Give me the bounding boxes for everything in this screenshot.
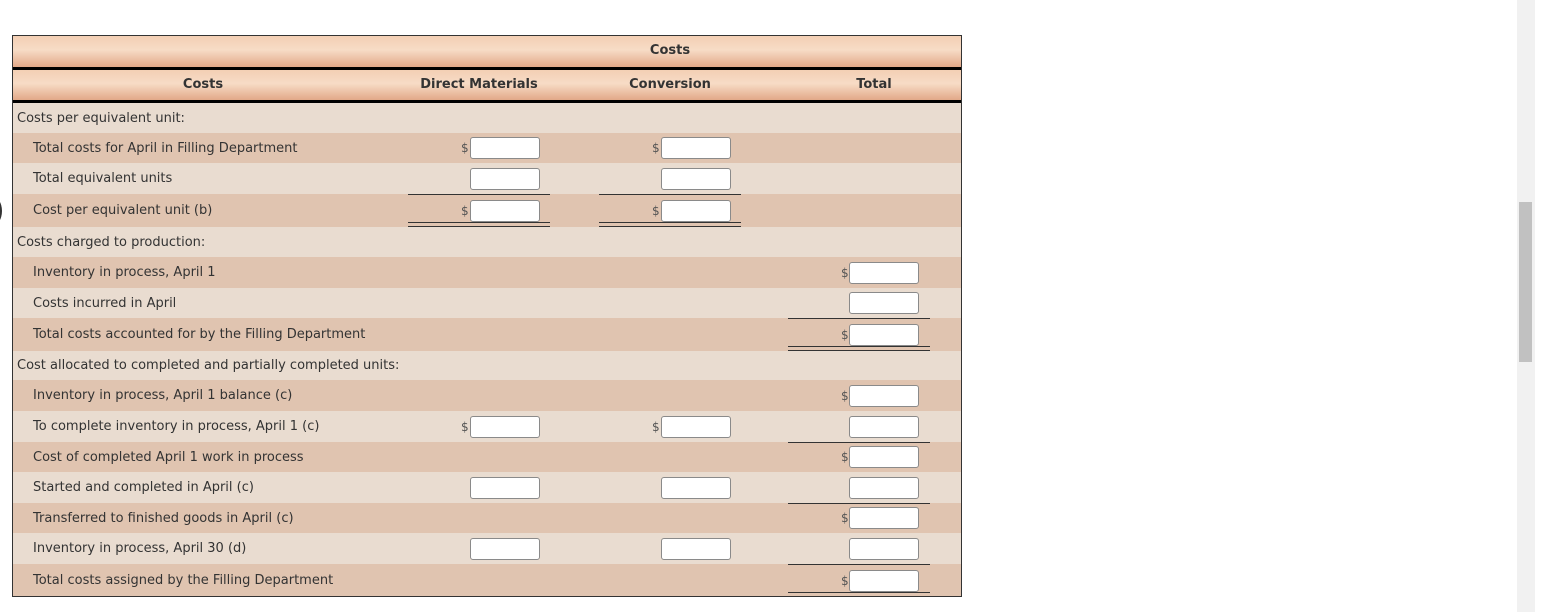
row-label: Transferred to finished goods in April (c) — [33, 510, 294, 526]
table-row — [13, 194, 961, 227]
total-cell — [788, 411, 930, 442]
dollar-sign: $ — [461, 419, 469, 434]
table-row — [13, 380, 961, 411]
total-costs-conversion-input[interactable] — [661, 137, 731, 159]
total-cell — [788, 288, 930, 318]
total-cell — [788, 380, 930, 411]
vertical-scrollbar[interactable] — [1517, 0, 1535, 612]
table-body — [13, 103, 961, 597]
direct-materials-cell — [408, 472, 550, 503]
row-label: Total costs accounted for by the Filling Department — [33, 327, 366, 342]
transferred-finished-goods-input[interactable] — [849, 507, 919, 529]
inventory-april-1-total-input[interactable] — [849, 262, 919, 284]
table-row — [13, 163, 961, 194]
sum-rule — [788, 442, 930, 443]
row-label: Cost per equivalent unit (b) — [33, 203, 213, 218]
conversion-cell — [599, 472, 741, 503]
equivalent-units-dm-input[interactable] — [470, 168, 540, 190]
direct-materials-cell — [408, 133, 550, 163]
total-cell — [788, 472, 930, 503]
total-column-header: Total — [856, 77, 892, 92]
direct-materials-cell — [408, 411, 550, 442]
table-row — [13, 318, 961, 351]
to-complete-conversion-input[interactable] — [661, 416, 731, 438]
equivalent-units-conversion-input[interactable] — [661, 168, 731, 190]
scrollbar-thumb[interactable] — [1519, 202, 1532, 362]
direct-materials-column-header: Direct Materials — [420, 77, 538, 92]
inventory-april-1-balance-input[interactable] — [849, 385, 919, 407]
total-cell — [788, 503, 930, 533]
dollar-sign: $ — [652, 203, 660, 218]
dollar-sign: $ — [841, 573, 849, 588]
row-label: Inventory in process, April 1 — [33, 265, 216, 280]
dollar-sign: $ — [841, 388, 849, 403]
cost-per-unit-conversion-input[interactable] — [661, 200, 731, 222]
table-row — [13, 564, 961, 597]
total-cell — [788, 564, 930, 597]
partial-circle-icon — [0, 196, 2, 226]
table-row — [13, 257, 961, 288]
dollar-sign: $ — [841, 327, 849, 342]
direct-materials-cell — [408, 533, 550, 564]
total-costs-accounted-input[interactable] — [849, 324, 919, 346]
to-complete-dm-input[interactable] — [470, 416, 540, 438]
dollar-sign: $ — [461, 141, 469, 155]
table-header-columns — [13, 70, 961, 103]
table-row — [13, 288, 961, 318]
total-cell — [788, 318, 930, 351]
cost-per-unit-dm-input[interactable] — [470, 200, 540, 222]
row-label: Inventory in process, April 1 balance (c) — [33, 388, 293, 403]
total-cell — [788, 442, 930, 472]
conversion-cell — [599, 163, 741, 194]
direct-materials-cell — [408, 163, 550, 194]
dollar-sign: $ — [841, 450, 849, 464]
sum-rule — [788, 503, 930, 504]
table-header-group — [13, 36, 961, 70]
dollar-sign: $ — [461, 203, 469, 218]
conversion-cell — [599, 133, 741, 163]
total-cell — [788, 257, 930, 288]
dollar-sign: $ — [841, 265, 849, 280]
conversion-cell — [599, 411, 741, 442]
started-completed-conversion-input[interactable] — [661, 477, 731, 499]
section-label: Costs per equivalent unit: — [17, 110, 185, 126]
row-label: Started and completed in April (c) — [33, 480, 254, 495]
inventory-april-30-total-input[interactable] — [849, 538, 919, 560]
sum-rule — [788, 564, 930, 565]
dollar-sign: $ — [652, 141, 660, 155]
total-costs-dm-input[interactable] — [470, 137, 540, 159]
table-row — [13, 442, 961, 472]
row-label: To complete inventory in process, April 1 (c) — [33, 419, 320, 434]
table-row — [13, 472, 961, 503]
table-row — [13, 533, 961, 564]
row-label: Total equivalent units — [33, 171, 173, 186]
costs-incurred-april-input[interactable] — [849, 292, 919, 314]
row-label: Total costs assigned by the Filling Department — [33, 573, 334, 588]
total-costs-assigned-input[interactable] — [849, 570, 919, 592]
conversion-cell — [599, 533, 741, 564]
table-row — [13, 227, 961, 257]
started-completed-dm-input[interactable] — [470, 477, 540, 499]
row-label: Costs incurred in April — [33, 295, 177, 311]
costs-group-header: Costs — [649, 43, 691, 58]
started-completed-total-input[interactable] — [849, 477, 919, 499]
section-label: Costs charged to production: — [17, 234, 206, 250]
table-row — [13, 133, 961, 163]
direct-materials-cell — [408, 194, 550, 227]
dollar-sign: $ — [841, 511, 849, 525]
section-label: Cost allocated to completed and partially completed units: — [17, 358, 400, 373]
conversion-column-header: Conversion — [629, 77, 711, 92]
row-label: Total costs for April in Filling Department — [33, 140, 298, 156]
dollar-sign: $ — [652, 419, 660, 434]
to-complete-total-input[interactable] — [849, 416, 919, 438]
conversion-cell — [599, 194, 741, 227]
costs-column-header: Costs — [182, 77, 224, 92]
cost-completed-april-1-input[interactable] — [849, 446, 919, 468]
cost-report-table — [12, 35, 962, 597]
table-row — [13, 503, 961, 533]
inventory-april-30-conversion-input[interactable] — [661, 538, 731, 560]
table-row — [13, 351, 961, 380]
row-label: Inventory in process, April 30 (d) — [33, 541, 247, 556]
sum-rule — [408, 194, 550, 195]
sum-rule — [788, 318, 930, 319]
inventory-april-30-dm-input[interactable] — [470, 538, 540, 560]
total-double-rule — [788, 592, 930, 597]
sum-rule — [599, 194, 741, 195]
table-row — [13, 411, 961, 442]
total-cell — [788, 533, 930, 564]
table-row — [13, 103, 961, 133]
row-label: Cost of completed April 1 work in process — [33, 449, 304, 465]
